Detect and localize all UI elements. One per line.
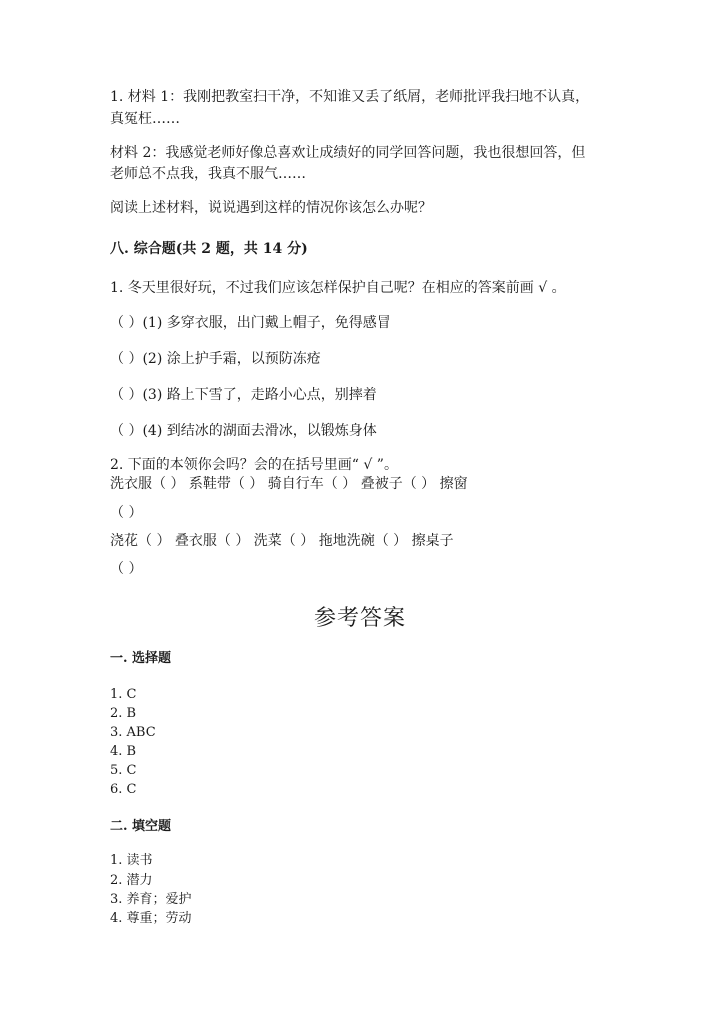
q2-row-1-wrap: （ ） [110,505,143,521]
q2-row-1: 洗衣服（ ） 系鞋带（ ） 骑自行车（ ） 叠被子（ ） 擦窗 [110,476,468,492]
material-1-line-2: 真冤枉…… [110,111,180,127]
answer-item: 3. 养育；爱护 [110,892,192,907]
q2-stem: 2. 下面的本领你会吗？会的在括号里画“ √ ”。 [110,457,398,473]
material-1-line-1: 1. 材料 1：我刚把教室扫干净，不知谁又丢了纸屑，老师批评我扫地不认真， [110,89,590,105]
q1-option-1: （ ）(1) 多穿衣服，出门戴上帽子，免得感冒 [110,315,391,331]
q1-option-3: （ ）(3) 路上下雪了，走路小心点，别摔着 [110,387,377,403]
answers-sec1-heading: 一. 选择题 [110,651,172,666]
answer-item: 5. C [110,763,137,778]
q2-row-2: 浇花（ ） 叠衣服（ ） 洗菜（ ） 拖地洗碗（ ） 擦桌子 [110,533,454,549]
q1-option-4: （ ）(4) 到结冰的湖面去滑冰，以锻炼身体 [110,423,377,439]
answer-item: 1. C [110,687,137,702]
answers-sec2-heading: 二. 填空题 [110,819,172,834]
q1-option-2: （ ）(2) 涂上护手霜，以预防冻疮 [110,351,321,367]
answers-title: 参考答案 [313,606,406,631]
answer-item: 6. C [110,782,137,797]
q1-stem: 1. 冬天里很好玩，不过我们应该怎样保护自己呢？在相应的答案前画 √ 。 [110,280,566,296]
answer-item: 2. B [110,706,137,721]
material-2-line-1: 材料 2：我感觉老师好像总喜欢让成绩好的同学回答问题，我也很想回答，但 [110,145,586,161]
answer-item: 2. 潜力 [110,873,153,888]
answer-item: 1. 读书 [110,853,153,868]
answer-item: 4. 尊重；劳动 [110,911,192,926]
answer-item: 4. B [110,744,137,759]
document-page [110,0,610,1018]
material-2-line-2: 老师总不点我，我真不服气…… [110,166,306,182]
q2-row-2-wrap: （ ） [110,561,143,577]
answer-item: 3. ABC [110,725,156,740]
material-question: 阅读上述材料，说说遇到这样的情况你该怎么办呢？ [110,200,432,216]
section-8-heading: 八. 综合题(共 2 题，共 14 分) [110,241,308,257]
